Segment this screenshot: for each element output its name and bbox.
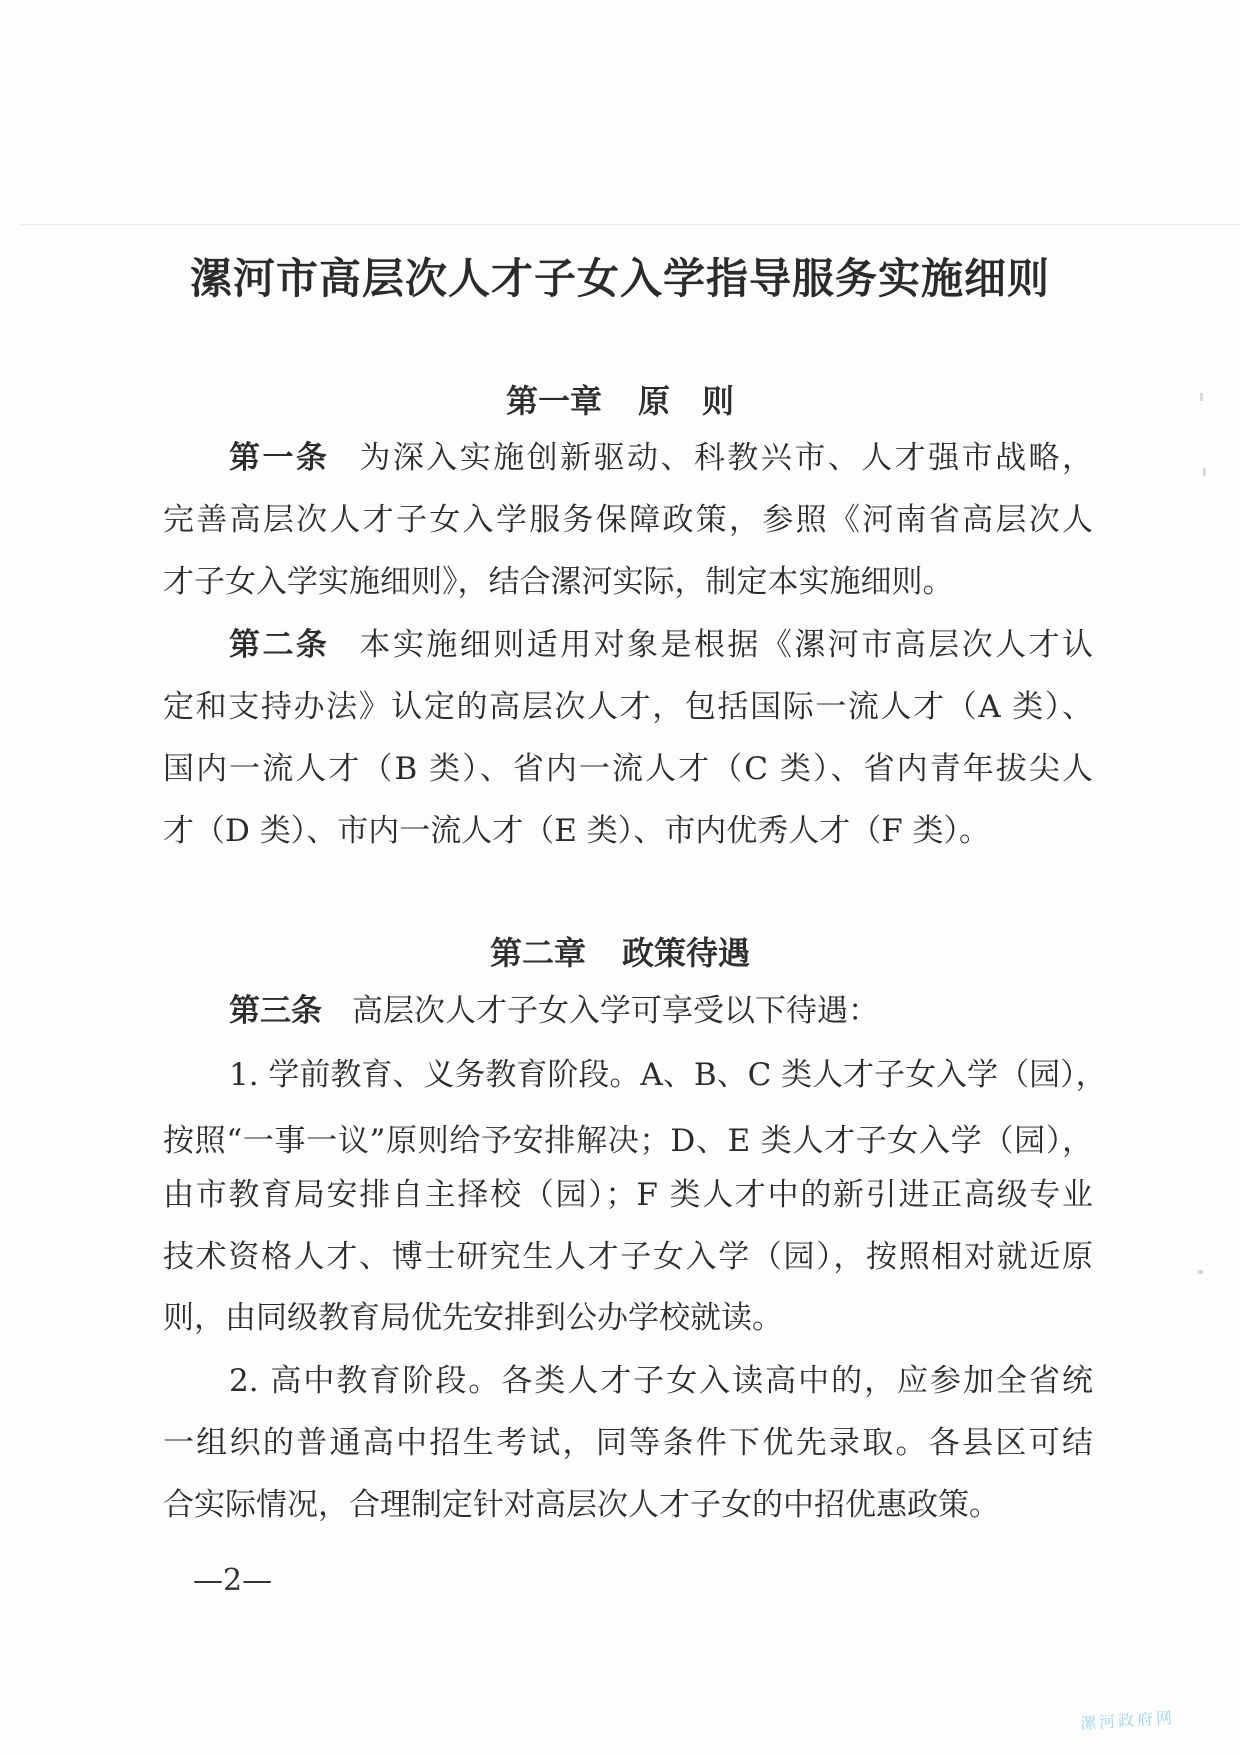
article-label: 第三条	[229, 993, 322, 1029]
scan-speck	[1198, 1270, 1203, 1274]
chapter-2-heading	[0, 928, 1240, 974]
article-label: 第二条	[229, 627, 330, 663]
item-2-line-1: 2. 高中教育阶段。各类人才子女入读高中的，应参加全省统	[229, 1363, 1093, 1399]
item-1-line-2: 按照“一事一议”原则给予安排解决；D、E 类人才子女入学（园），	[163, 1123, 1093, 1159]
item-1-line-5: 则，由同级教育局优先安排到公办学校就读。	[163, 1300, 783, 1336]
page-number: —2—	[193, 1563, 273, 1598]
scan-speck	[1203, 468, 1206, 476]
article-label: 第一条	[229, 440, 330, 476]
item-2-line-2: 一组织的普通高中招生考试，同等条件下优先录取。各县区可结	[163, 1425, 1093, 1461]
document-title: 漯河市高层次人才子女入学指导服务实施细则	[189, 254, 1050, 303]
chapter-1-heading	[0, 376, 1240, 422]
article-1-line-1: 第一条 为深入实施创新驱动、科教兴市、人才强市战略，	[229, 440, 1093, 476]
chapter-name: 原 则	[638, 382, 735, 420]
article-3-line-1: 第三条 高层次人才子女入学可享受以下待遇：	[229, 993, 879, 1029]
chapter-number: 第一章	[505, 382, 602, 420]
article-1-line-2: 完善高层次人才子女入学服务保障政策，参照《河南省高层次人	[163, 502, 1093, 538]
article-2-line-4: 才（D 类）、市内一流人才（E 类）、市内优秀人才（F 类）。	[163, 813, 991, 849]
scan-artifact-line	[20, 224, 1240, 225]
article-2-line-1: 第二条 本实施细则适用对象是根据《漯河市高层次人才认	[229, 627, 1093, 663]
article-2-line-3: 国内一流人才（B 类）、省内一流人才（C 类）、省内青年拔尖人	[163, 751, 1093, 787]
chapter-number: 第二章	[489, 934, 586, 972]
item-1-line-1: 1. 学前教育、义务教育阶段。A、B、C 类人才子女入学（园），	[229, 1057, 1107, 1093]
article-2-line-2: 定和支持办法》认定的高层次人才，包括国际一流人才（A 类）、	[163, 689, 1093, 725]
chapter-name: 政策待遇	[622, 934, 751, 972]
item-1-line-4: 技术资格人才、博士研究生人才子女入学（园），按照相对就近原	[163, 1239, 1093, 1275]
item-1-line-3: 由市教育局安排自主择校（园）；F 类人才中的新引进正高级专业	[163, 1177, 1093, 1213]
item-2-line-3: 合实际情况，合理制定针对高层次人才子女的中招优惠政策。	[163, 1487, 1000, 1523]
source-stamp: 漯河政府网	[1079, 1707, 1176, 1734]
article-1-line-3: 才子女入学实施细则》，结合漯河实际，制定本实施细则。	[163, 564, 954, 600]
